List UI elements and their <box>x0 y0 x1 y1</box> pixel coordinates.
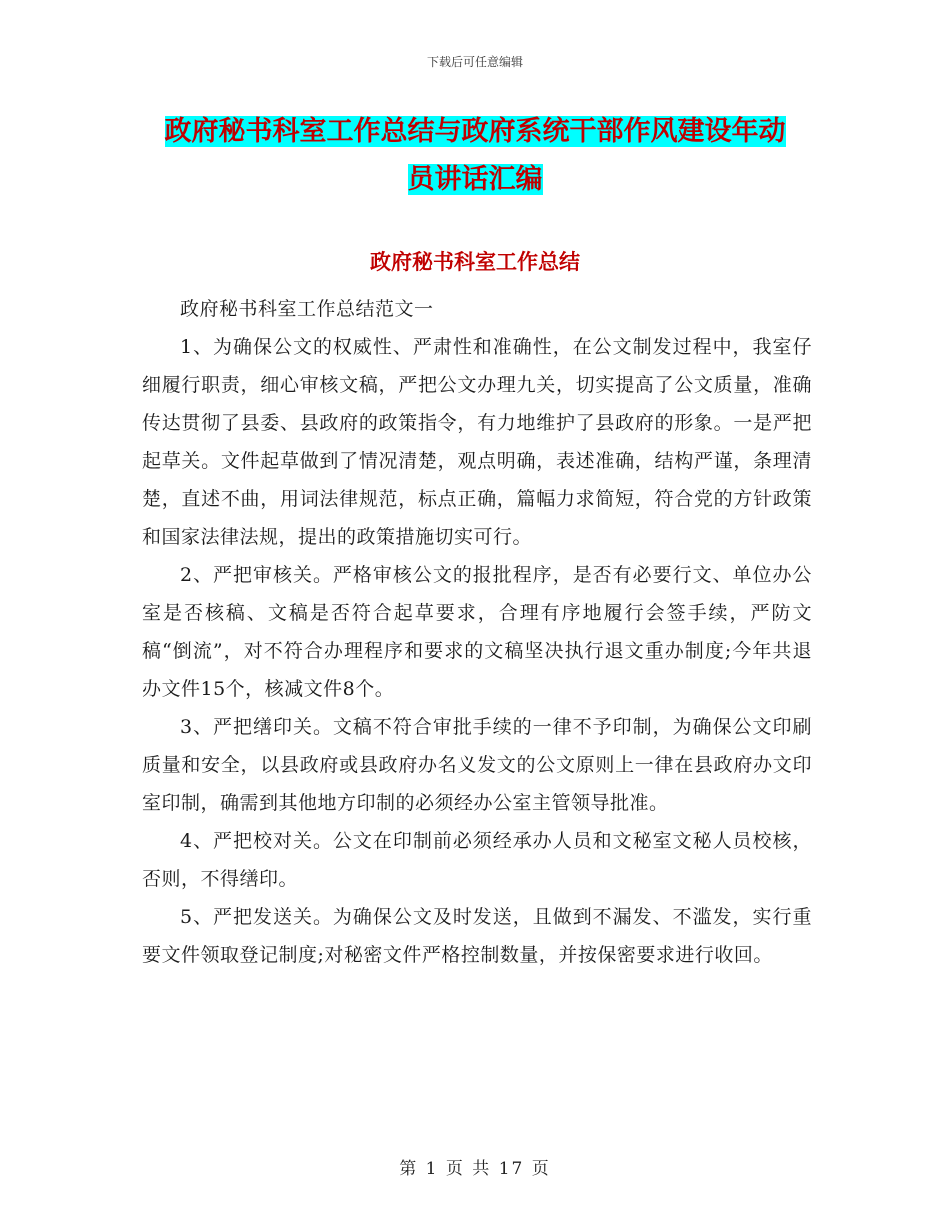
section-title: 政府秘书科室工作总结 <box>370 250 580 274</box>
page-footer: 第 1 页 共 17 页 <box>399 1159 551 1179</box>
header-note: 下载后可任意编辑 <box>426 55 523 69</box>
body-paragraph-5: 5、严把发送关。为确保公文及时发送，且做到不漏发、不滥发，实行重要文件领取登记制度;对秘密文件严格控制数量，并按保密要求进行收回。 <box>142 906 812 966</box>
body-paragraph-1: 1、为确保公文的权威性、严肃性和准确性，在公文制发过程中，我室仔细履行职责，细心审核文稿，严把公文办理九关，切实提高了公文质量，准确传达贯彻了县委、县政府的政策指令，有力地维护了县政府的形象。一是严把起草关。文件起草做到了情况清楚，观点明确，表述准确，结构严谨，条理清楚，直述不曲，用词法律规范，标点正确，篇幅力求简短，符合党的方针政策和国家法律法规，提出的政策措施切实可行。 <box>142 336 812 548</box>
document-title <box>140 108 810 204</box>
body-paragraph-3: 3、严把缮印关。文稿不符合审批手续的一律不予印制，为确保公文印刷质量和安全，以县政府或县政府办名义发文的公文原则上一律在县政府办文印室印制，确需到其他地方印制的必须经办公室主管领导批准。 <box>142 716 812 814</box>
document-title-line-2: 员讲话汇编 <box>407 164 543 195</box>
body-paragraph-subtitle: 政府秘书科室工作总结范文一 <box>180 298 434 320</box>
body-paragraph-4: 4、严把校对关。公文在印制前必须经承办人员和文秘室文秘人员校核，否则，不得缮印。 <box>142 830 812 890</box>
body-paragraph-2: 2、严把审核关。严格审核公文的报批程序，是否有必要行文、单位办公室是否核稿、文稿是否符合起草要求，合理有序地履行会签手续，严防文稿“倒流”，对不符合办理程序和要求的文稿坚决执行退文重办制度;今年共退办文件15个，核减文件8个。 <box>142 564 812 700</box>
document-title-line-1: 政府秘书科室工作总结与政府系统干部作风建设年动 <box>164 116 786 147</box>
document-body <box>142 290 812 974</box>
